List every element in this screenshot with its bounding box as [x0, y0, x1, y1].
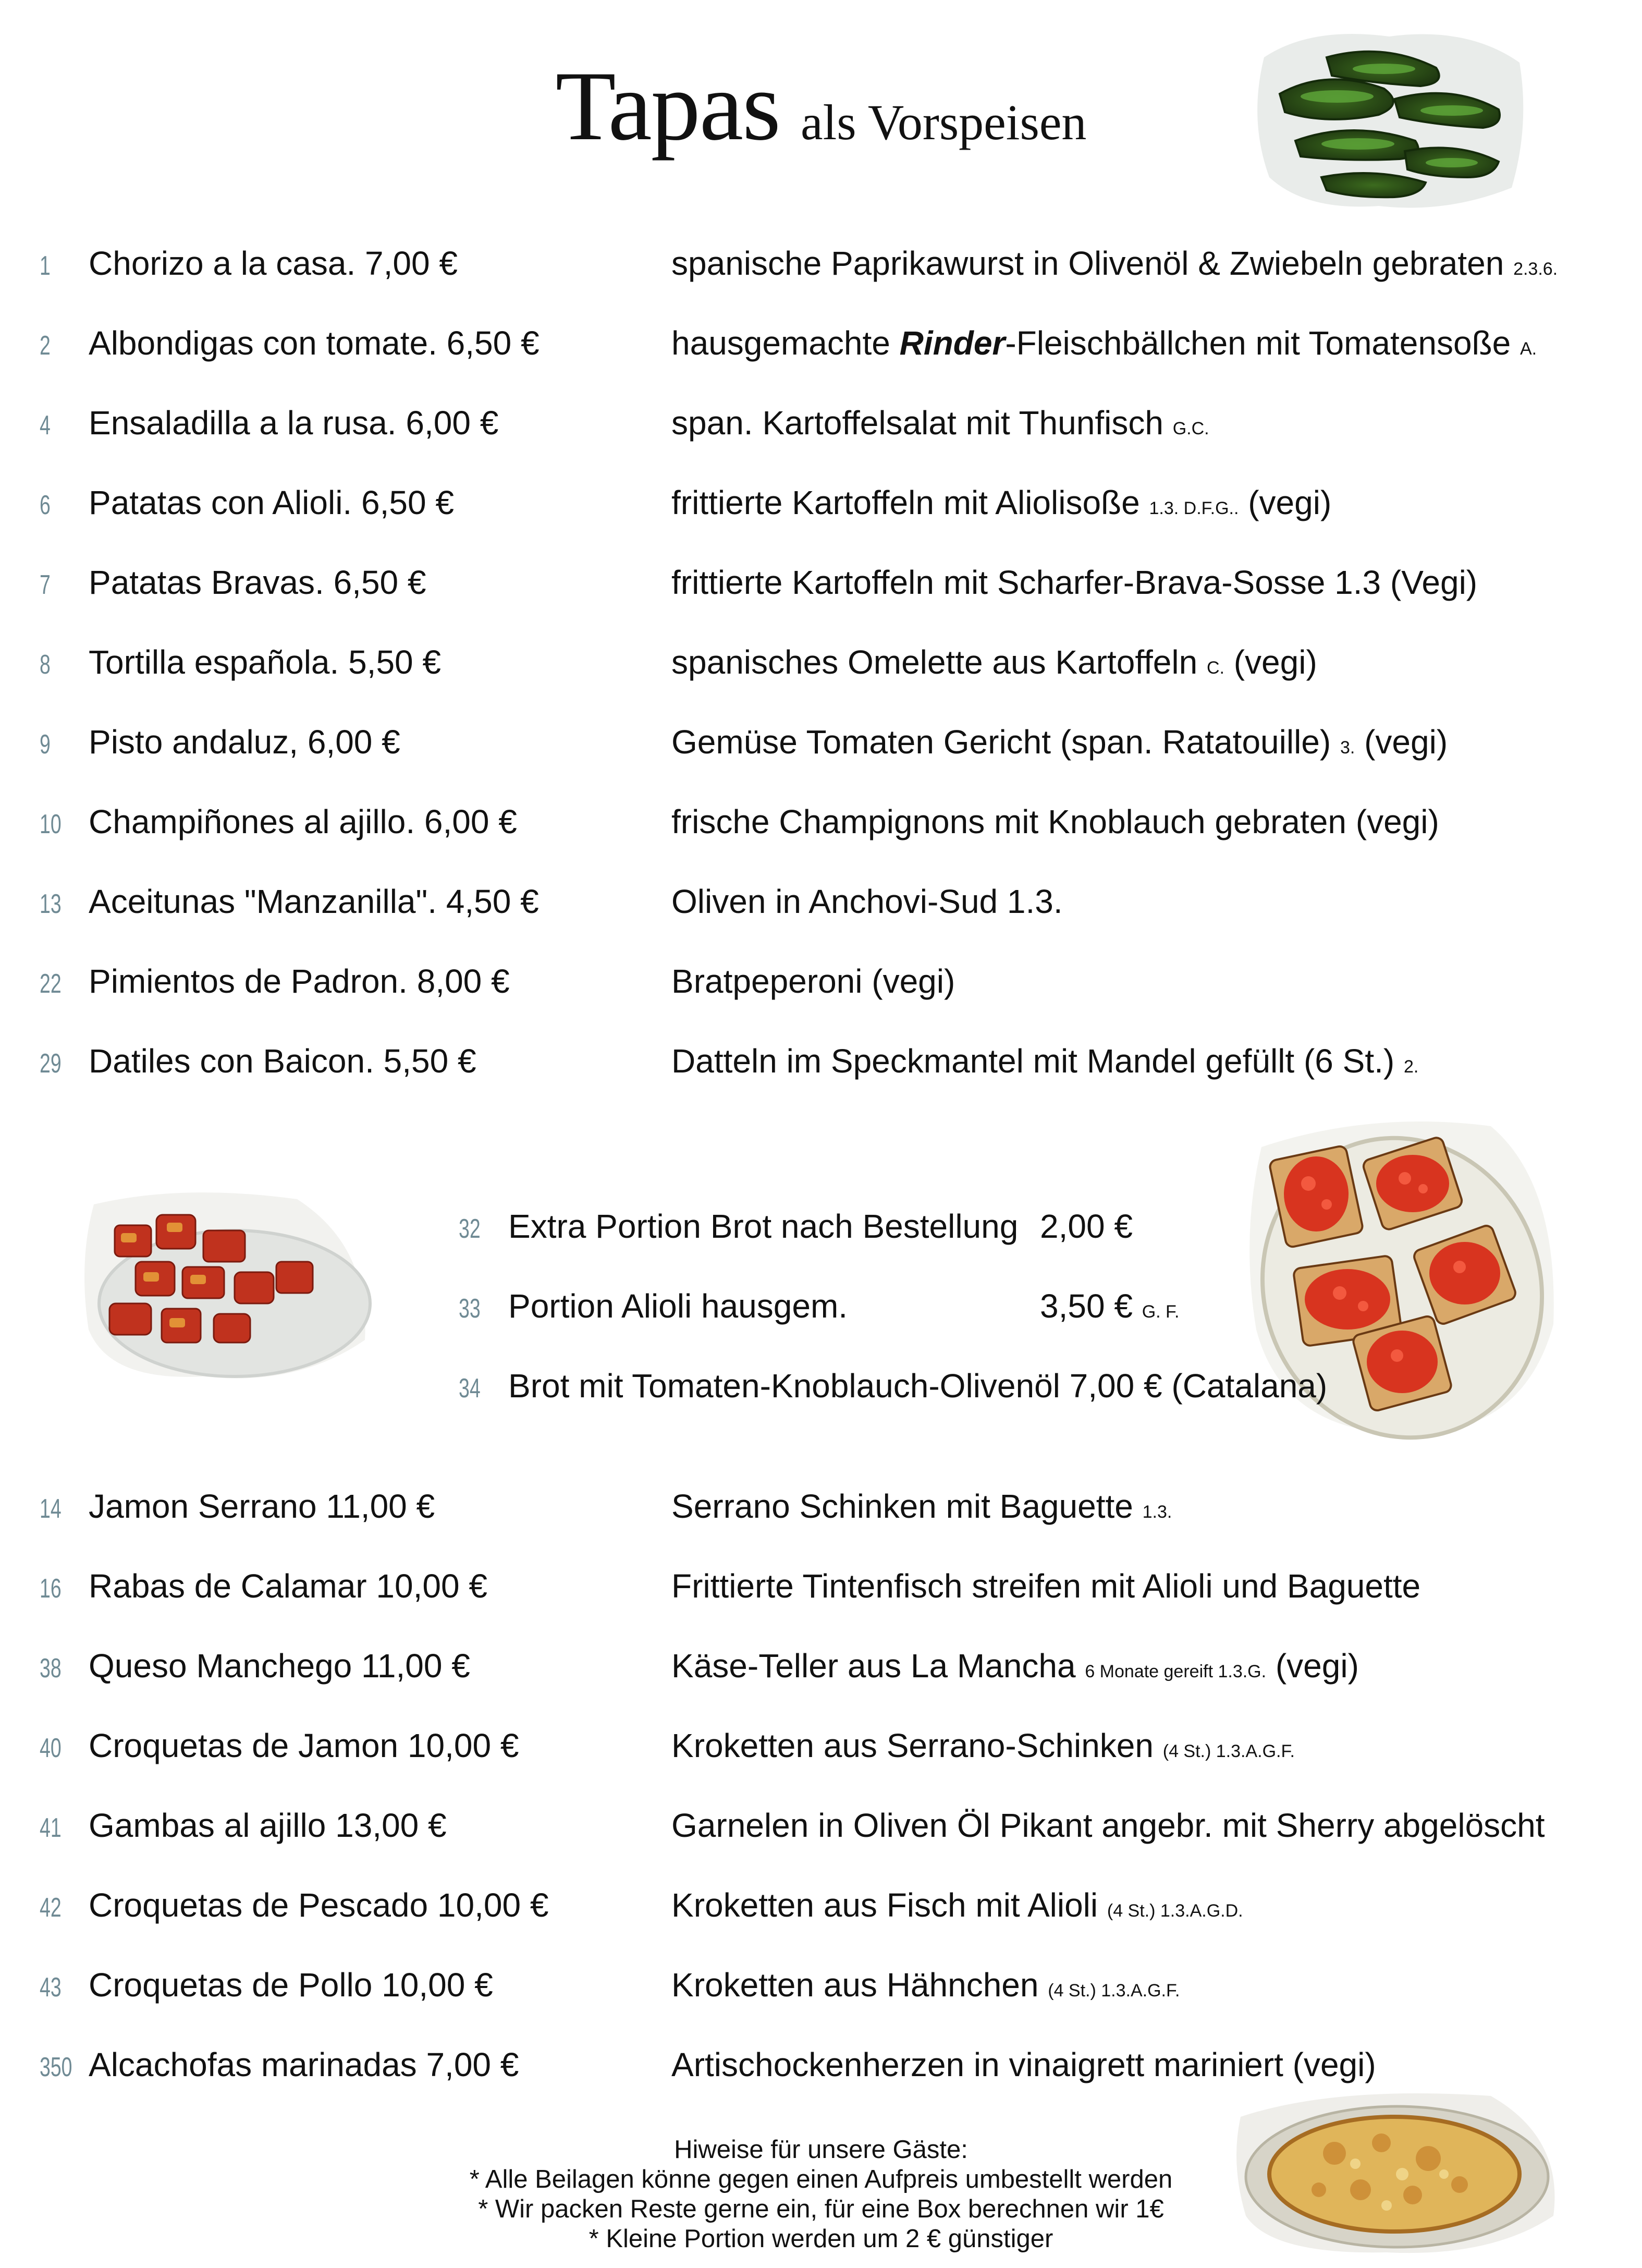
dish-label: Pimientos de Padron. — [89, 962, 408, 1000]
dish-label: Aceitunas "Manzanilla". — [89, 883, 437, 920]
item-number: 34 — [459, 1373, 481, 1404]
vegi-tag: (vegi) — [1233, 643, 1317, 681]
dish-label: Ensaladilla a la rusa. — [89, 404, 397, 442]
dish-description — [671, 1647, 1359, 1685]
extra-price — [1040, 1287, 1180, 1325]
menu-row — [0, 957, 1642, 1014]
dish-name — [89, 404, 498, 442]
dish-description — [671, 1487, 1172, 1526]
allergen-note: 2.3.6. — [1513, 259, 1558, 279]
extra-label: Brot mit Tomaten-Knoblauch-Olivenöl 7,00 € (Catalana) — [508, 1367, 1328, 1405]
desc-part: -Fleischbällchen mit Tomatensoße — [1005, 324, 1511, 362]
desc-text: Kroketten aus Serrano-Schinken — [671, 1727, 1154, 1764]
item-number: 2 — [40, 331, 51, 361]
dish-price: 10,00 € — [437, 1886, 549, 1924]
dish-description — [671, 483, 1331, 522]
dish-description — [671, 1726, 1295, 1765]
item-number: 29 — [40, 1048, 62, 1079]
dish-label: Gambas al ajillo — [89, 1807, 326, 1844]
desc-text: Datteln im Speckmantel mit Mandel gefüllt (6 St.) — [671, 1042, 1395, 1080]
menu-row — [0, 717, 1642, 775]
dish-price: 6,50 € — [446, 324, 540, 362]
menu-row — [0, 1960, 1642, 2018]
title-sub: als Vorspeisen — [800, 94, 1087, 150]
dish-description — [671, 2045, 1376, 2084]
menu-row — [0, 558, 1642, 615]
extra-row — [0, 1361, 1642, 1419]
note-line: * Wir packen Reste gerne ein, für eine Box berechnen wir 1€ — [478, 2195, 1164, 2223]
menu-row — [0, 1881, 1642, 1938]
desc-text: Gemüse Tomaten Gericht (span. Ratatouille) — [671, 723, 1331, 761]
dish-price: 6,00 € — [424, 803, 517, 840]
dish-name — [89, 324, 540, 362]
dish-price: 13,00 € — [335, 1807, 447, 1844]
menu-row — [0, 877, 1642, 934]
dish-label: Datiles con Baicon. — [89, 1042, 374, 1080]
allergen-note: A. — [1520, 339, 1537, 359]
dish-description — [671, 723, 1448, 761]
dish-price: 7,00 € — [365, 245, 458, 282]
allergen-note: 3. — [1340, 738, 1355, 758]
dish-name — [89, 882, 539, 921]
item-number: 10 — [40, 809, 62, 839]
dish-label: Chorizo a la casa. — [89, 245, 356, 282]
item-number: 16 — [40, 1574, 62, 1604]
dish-price: 4,50 € — [446, 883, 539, 920]
dish-name — [89, 244, 458, 283]
dish-price: 7,00 € — [426, 2046, 519, 2083]
desc-text: spanisches Omelette aus Kartoffeln — [671, 643, 1198, 681]
menu-row — [0, 638, 1642, 695]
dish-description — [671, 1042, 1418, 1080]
dish-price: 11,00 € — [361, 1647, 470, 1685]
allergen-note: (4 St.) 1.3.A.G.F. — [1048, 1981, 1180, 2001]
dish-name — [89, 802, 517, 841]
dish-name — [89, 1647, 470, 1685]
dish-description — [671, 643, 1317, 681]
dish-name — [89, 2045, 519, 2084]
dish-description — [671, 962, 955, 1001]
item-number: 1 — [40, 251, 51, 281]
desc-text: Frittierte Tintenfisch streifen mit Alioli und Baguette — [671, 1567, 1421, 1605]
item-number: 42 — [40, 1893, 62, 1923]
item-number: 9 — [40, 729, 51, 760]
allergen-note: 6 Monate gereift 1.3.G. — [1085, 1662, 1267, 1681]
desc-text: Garnelen in Oliven Öl Pikant angebr. mit Sherry abgelöscht — [671, 1807, 1545, 1844]
extra-row — [0, 1282, 1642, 1339]
allergen-note: (4 St.) 1.3.A.G.D. — [1107, 1901, 1243, 1921]
dish-label: Tortilla española. — [89, 643, 339, 681]
item-number: 33 — [459, 1294, 481, 1324]
item-number: 41 — [40, 1813, 62, 1843]
dish-price: 6,50 € — [333, 564, 426, 601]
dish-name — [89, 962, 510, 1001]
dish-name — [89, 1806, 447, 1845]
item-number: 350 — [40, 2052, 72, 2082]
menu-row — [0, 1641, 1642, 1699]
item-number: 8 — [40, 650, 51, 680]
dish-label: Albondigas con tomate. — [89, 324, 437, 362]
desc-text: spanische Paprikawurst in Olivenöl & Zwiebeln gebraten — [671, 245, 1504, 282]
dish-description — [671, 1966, 1180, 2004]
desc-text: span. Kartoffelsalat mit Thunfisch — [671, 404, 1163, 442]
dish-price: 8,00 € — [416, 962, 510, 1000]
dish-price: 11,00 € — [326, 1487, 435, 1525]
desc-text: frische Champignons mit Knoblauch gebraten (vegi) — [671, 803, 1439, 840]
dish-label: Alcachofas marinadas — [89, 2046, 417, 2083]
dish-name — [89, 1966, 493, 2004]
menu-row — [0, 797, 1642, 855]
dish-name — [89, 563, 426, 602]
extra-label: Portion Alioli hausgem. — [508, 1287, 848, 1325]
desc-text: Artischockenherzen in vinaigrett mariniert (vegi) — [671, 2046, 1376, 2083]
allergen-note: 1.3. D.F.G.. — [1149, 498, 1239, 518]
price-value: 3,50 € — [1040, 1287, 1133, 1325]
menu-row — [0, 1037, 1642, 1094]
item-number: 14 — [40, 1494, 62, 1524]
allergen-note: G. F. — [1142, 1302, 1180, 1322]
dish-label: Croquetas de Pescado — [89, 1886, 428, 1924]
menu-row — [0, 1801, 1642, 1858]
dish-description — [671, 1806, 1545, 1845]
dish-price: 6,50 € — [361, 484, 454, 521]
dish-name — [89, 723, 400, 761]
item-number: 40 — [40, 1733, 62, 1763]
dish-price: 6,00 € — [307, 723, 400, 761]
dish-description — [671, 404, 1209, 442]
dish-name — [89, 1487, 435, 1526]
price-value: 2,00 € — [1040, 1208, 1133, 1245]
dish-price: 10,00 € — [407, 1727, 519, 1764]
dish-label: Rabas de Calamar — [89, 1567, 367, 1605]
desc-part: hausgemachte — [671, 324, 900, 362]
dish-label: Croquetas de Pollo — [89, 1966, 373, 2004]
dish-label: Croquetas de Jamon — [89, 1727, 399, 1764]
dish-label: Queso Manchego — [89, 1647, 352, 1685]
item-number: 4 — [40, 410, 51, 441]
dish-description — [671, 1886, 1243, 1924]
dish-description — [671, 244, 1558, 283]
allergen-note: 2. — [1404, 1057, 1419, 1077]
desc-text: Oliven in Anchovi-Sud 1.3. — [671, 883, 1063, 920]
desc-text: Käse-Teller aus La Mancha — [671, 1647, 1076, 1685]
note-line: * Kleine Portion werden um 2 € günstiger — [589, 2225, 1053, 2253]
allergen-note: G.C. — [1172, 419, 1209, 438]
guest-notes — [0, 2135, 1642, 2254]
dish-price: 10,00 € — [382, 1966, 493, 2004]
dish-description — [671, 802, 1439, 841]
item-number: 6 — [40, 490, 51, 520]
vegi-tag: (vegi) — [1248, 484, 1332, 521]
dish-label: Pisto andaluz, — [89, 723, 299, 761]
dish-description — [671, 324, 1537, 362]
dish-price: 5,50 € — [383, 1042, 476, 1080]
extra-row — [0, 1202, 1642, 1259]
dish-name — [89, 1042, 476, 1080]
dish-name — [89, 1567, 487, 1605]
dish-price: 5,50 € — [348, 643, 441, 681]
desc-text: frittierte Kartoffeln mit Aliolisoße — [671, 484, 1140, 521]
notes-heading: Hiweise für unsere Gäste: — [674, 2136, 968, 2164]
menu-row — [0, 319, 1642, 376]
dish-label: Champiñones al ajillo. — [89, 803, 415, 840]
menu-row — [0, 1482, 1642, 1539]
desc-text: Serrano Schinken mit Baguette — [671, 1487, 1133, 1525]
allergen-note: 1.3. — [1142, 1502, 1172, 1522]
desc-text: Kroketten aus Hähnchen — [671, 1966, 1039, 2004]
desc-text: Kroketten aus Fisch mit Alioli — [671, 1886, 1098, 1924]
item-number: 43 — [40, 1972, 62, 2003]
dish-label: Patatas con Alioli. — [89, 484, 352, 521]
desc-text: frittierte Kartoffeln mit Scharfer-Brava-Sosse 1.3 (Vegi) — [671, 564, 1478, 601]
item-number: 38 — [40, 1653, 62, 1684]
desc-emphasis: Rinder — [899, 324, 1006, 362]
dish-label: Patatas Bravas. — [89, 564, 324, 601]
dish-name — [89, 1726, 519, 1765]
menu-row — [0, 1721, 1642, 1778]
menu-row — [0, 239, 1642, 296]
dish-name — [89, 483, 454, 522]
item-number: 13 — [40, 889, 62, 919]
allergen-note: (4 St.) 1.3.A.G.F. — [1162, 1741, 1295, 1761]
dish-price: 10,00 € — [376, 1567, 487, 1605]
dish-description — [671, 882, 1063, 921]
vegi-tag: (vegi) — [1275, 1647, 1359, 1685]
note-line: * Alle Beilagen könne gegen einen Aufpreis umbestellt werden — [469, 2165, 1173, 2193]
dish-name — [89, 643, 441, 681]
dish-label: Jamon Serrano — [89, 1487, 317, 1525]
desc-text: Bratpeperoni (vegi) — [671, 962, 955, 1000]
dish-description — [671, 563, 1477, 602]
vegi-tag: (vegi) — [1364, 723, 1448, 761]
dish-price: 6,00 € — [406, 404, 499, 442]
menu-row — [0, 478, 1642, 535]
menu-row — [0, 1562, 1642, 1619]
peppers-photo — [1248, 21, 1530, 214]
extra-price — [1040, 1207, 1133, 1246]
allergen-note: C. — [1206, 658, 1224, 678]
dish-description — [671, 1567, 1420, 1605]
menu-row — [0, 398, 1642, 456]
item-number: 22 — [40, 969, 62, 999]
dish-name — [89, 1886, 548, 1924]
extra-label: Extra Portion Brot nach Bestellung — [508, 1208, 1019, 1245]
title-main: Tapas — [555, 52, 780, 161]
item-number: 32 — [459, 1214, 481, 1244]
item-number: 7 — [40, 570, 51, 600]
